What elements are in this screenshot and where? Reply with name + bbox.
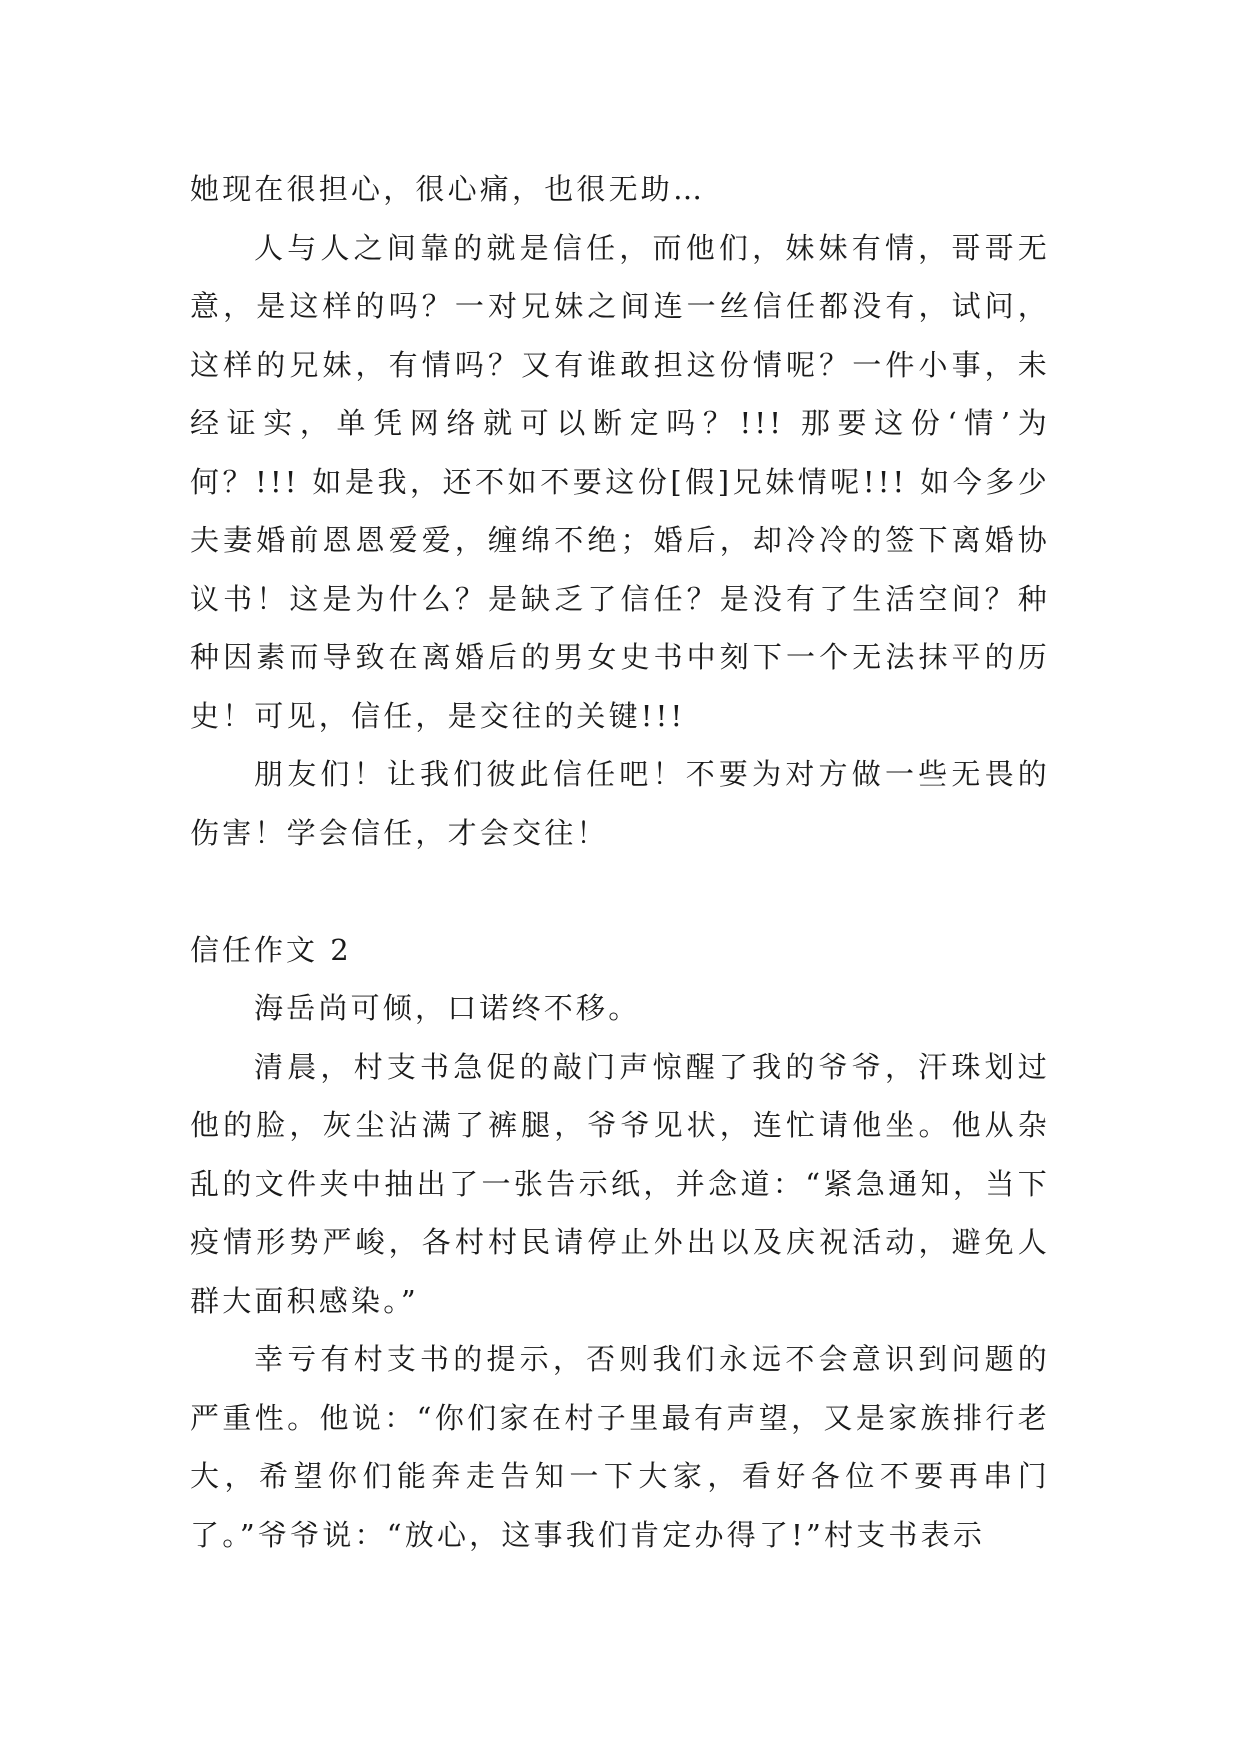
paragraph-friends-appeal: 朋友们！让我们彼此信任吧！不要为对方做一些无畏的伤害！学会信任，才会交往！ <box>190 757 1050 850</box>
section-title: 信任作文 2 <box>190 932 352 967</box>
lead-paragraph: 她现在很担心，很心痛，也很无助… <box>190 172 706 206</box>
document-body <box>190 160 1050 1564</box>
paragraph-morning-notice: 清晨，村支书急促的敲门声惊醒了我的爷爷，汗珠划过他的脸，灰尘沾满了裤腿，爷爷见状，连忙请他坐。他从杂乱的文件夹中抽出了一张告示纸，并念道：“紧急通知，当下疫情形势严峻，各村村民请停止外出以及庆祝活动，避免人群大面积感染。” <box>190 1049 1050 1318</box>
paragraph-village-secretary: 幸亏有村支书的提示，否则我们永远不会意识到问题的严重性。他说：“你们家在村子里最有声望，又是家族排行老大，希望你们能奔走告知一下大家，看好各位不要再串门了。”爷爷说：“放心，这事我们肯定办得了!”村支书表示 <box>190 1342 1050 1552</box>
paragraph-trust-between-siblings: 人与人之间靠的就是信任，而他们，妹妹有情，哥哥无意，是这样的吗？一对兄妹之间连一丝信任都没有，试问，这样的兄妹，有情吗？又有谁敢担这份情呢？一件小事，未经证实，单凭网络就可以断定吗？!!! 那要这份‘情’为何？!!! 如是我，还不如不要这份[假]兄妹情呢!!! 如今多少夫妻婚前恩恩爱爱，缠绵不绝；婚后，却冷冷的签下离婚协议书！这是为什么？是缺乏了信任？是没有了生活空间？种种因素而导致在离婚后的男女史书中刻下一个无法抹平的历史！可见，信任，是交往的关键!!! <box>190 230 1050 733</box>
paragraph-opening-line: 海岳尚可倾，口诺终不移。 <box>254 991 641 1025</box>
